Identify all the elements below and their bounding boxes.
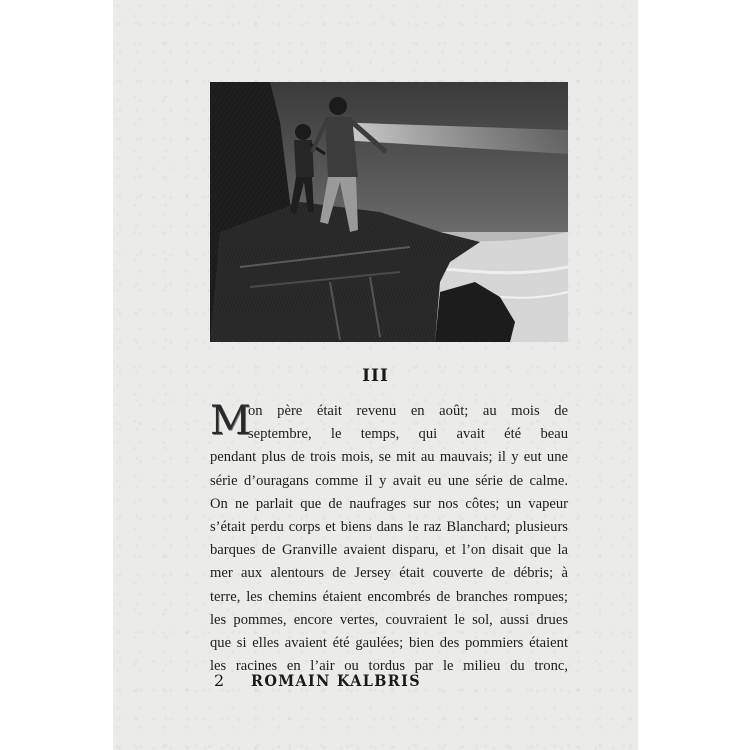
engraving-illustration [210,82,568,342]
text-line: terre, les chemins étaient encombrés de branches rompues; [210,588,568,605]
text-line: que si elles avaient été gaulées; bien des pommiers étaient [210,634,568,651]
drop-cap: M [210,398,251,444]
page-footer [210,671,440,690]
text-line: septembre, le temps, qui avait été beau [248,426,568,443]
text-line: pendant plus de trois mois, se mit au mauvais; il y eut une [210,449,568,466]
book-page [113,0,638,750]
text-line: On ne parlait que de naufrages sur nos côtes; un vapeur [210,495,568,512]
chapter-number: III [362,366,389,386]
running-title: ROMAIN KALBRIS [251,671,422,690]
body-paragraph [210,400,568,678]
text-line: les racines en l’air ou tordus par le milieu du tronc, [210,658,568,675]
page-number: 2 [214,671,225,690]
text-line: les pommes, encore vertes, couvraient le sol, aussi drues [210,611,568,628]
text-line: mer aux alentours de Jersey était couverte de débris; à [210,565,568,582]
text-line: série d’ouragans comme il y avait eu une série de calme. [210,472,568,489]
text-line: s’était perdu corps et biens dans le raz Blanchard; plusieurs [210,518,568,535]
text-line: barques de Granville avaient disparu, et l’on disait que la [210,542,568,559]
text-line: on père était revenu en août; au mois de [248,403,568,419]
